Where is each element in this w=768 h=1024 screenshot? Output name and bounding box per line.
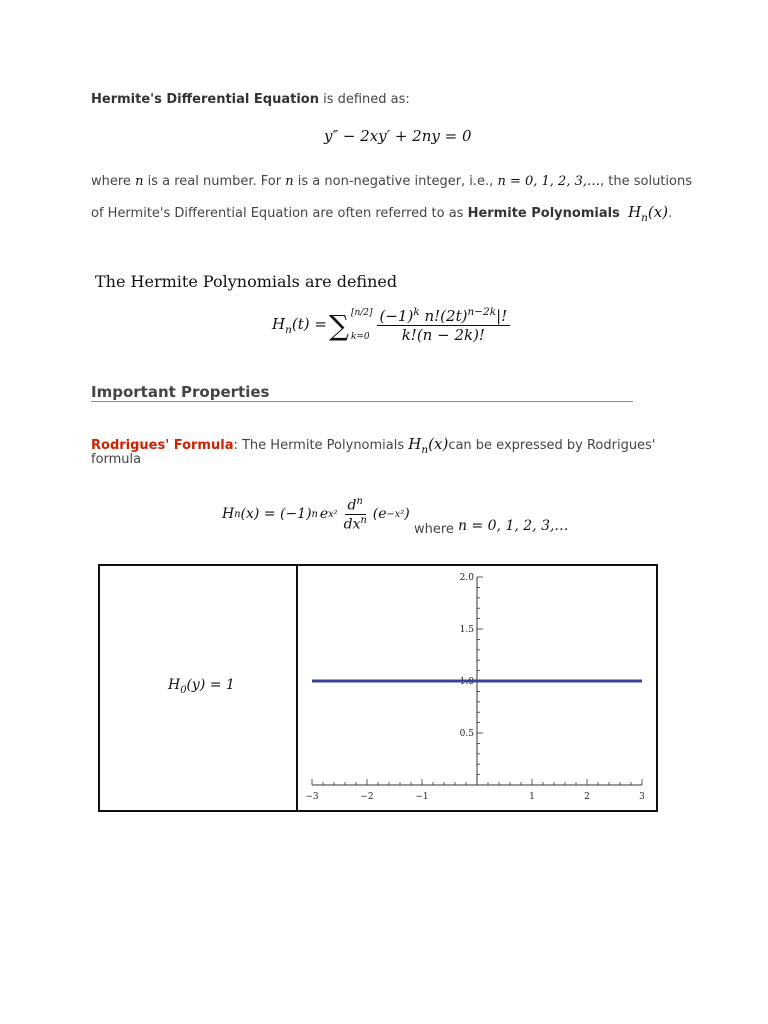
derivative-fraction bbox=[341, 496, 370, 532]
formula-lhs: $H_n(t)$ = bbox=[272, 314, 327, 336]
n-values-2: n = 0, 1, 2, 3,… bbox=[458, 518, 569, 534]
x-tick-label: −1 bbox=[415, 792, 429, 802]
formula-sup: −x² bbox=[386, 508, 405, 520]
sum-fraction bbox=[377, 306, 511, 344]
rodrigues-label: Rodrigues' Formula bbox=[91, 438, 234, 453]
intro-line bbox=[91, 92, 410, 107]
h0-label: $H_0(y) = 1$ bbox=[168, 677, 235, 696]
sum-lower: k=0 bbox=[350, 332, 370, 342]
plot-ticks bbox=[305, 573, 645, 802]
y-tick-label: 1.5 bbox=[459, 625, 474, 635]
intro-rest: is defined as: bbox=[318, 92, 410, 107]
hermite-polynomials-term: Hermite Polynomials bbox=[467, 206, 620, 221]
n-symbol: n bbox=[285, 174, 294, 189]
para1-word: where bbox=[91, 174, 131, 189]
para2-text: of Hermite's Differential Equation are often referred to as bbox=[91, 206, 464, 221]
sum-upper: [n/2] bbox=[350, 308, 373, 318]
intro-term: Hermite's Differential Equation bbox=[91, 92, 319, 107]
section-heading: Important Properties bbox=[91, 383, 270, 401]
formula-sup: n bbox=[311, 508, 318, 520]
formula-text: (x) = (−1) bbox=[240, 506, 312, 523]
formula-text: ) bbox=[404, 506, 410, 523]
y-tick-label: 1.0 bbox=[459, 677, 474, 687]
x-tick-label: 2 bbox=[584, 792, 590, 802]
para1-text: is a non-negative integer, i.e., bbox=[297, 174, 494, 189]
fraction-numerator: $(-1)^k$ $n!(2t)^{n-2k}|$! bbox=[377, 306, 511, 326]
y-tick-label: 0.5 bbox=[459, 729, 474, 739]
formula-e: e bbox=[319, 506, 329, 523]
rodrigues-text: : The Hermite Polynomials bbox=[233, 438, 405, 453]
h0-plot bbox=[298, 566, 652, 808]
formula-sub: n bbox=[234, 508, 241, 520]
where-label: where bbox=[414, 522, 454, 537]
rodrigues-text: can be expressed by Rodrigues' bbox=[448, 438, 656, 453]
hermite-sum-formula bbox=[272, 306, 510, 344]
hn-symbol: $H_n(x)$ bbox=[628, 203, 669, 224]
para2-end: . bbox=[668, 206, 673, 221]
defined-title: The Hermite Polynomials are defined bbox=[95, 272, 398, 291]
para-line-1 bbox=[91, 174, 692, 189]
para1-text: is a real number. For bbox=[147, 174, 282, 189]
x-tick-label: 1 bbox=[529, 792, 535, 802]
derivative-num: $d^n$ bbox=[345, 496, 366, 515]
section-rule bbox=[91, 401, 633, 402]
n-values: n = 0, 1, 2, 3,… bbox=[497, 174, 600, 189]
para-line-2 bbox=[91, 203, 672, 224]
x-tick-label: −2 bbox=[360, 792, 374, 802]
formula-h: H bbox=[222, 506, 235, 523]
n-symbol: n bbox=[135, 174, 144, 189]
hn-symbol: $H_n(x)$ bbox=[408, 435, 449, 456]
x-tick-label: −3 bbox=[305, 792, 319, 802]
rodrigues-line-1 bbox=[91, 435, 655, 456]
fraction-denominator: k!(n − 2k)! bbox=[401, 326, 485, 344]
formula-sup: x² bbox=[328, 508, 338, 520]
x-tick-label: 3 bbox=[639, 792, 645, 802]
derivative-den: $dx^n$ bbox=[343, 514, 367, 533]
y-tick-label: 2.0 bbox=[459, 573, 474, 583]
sum-limits bbox=[351, 308, 373, 342]
rodrigues-formula bbox=[222, 496, 410, 532]
para1-text: , the solutions bbox=[600, 174, 692, 189]
sum-symbol: ∑ bbox=[328, 308, 349, 342]
rodrigues-line-2: formula bbox=[91, 452, 142, 467]
hermite-ode: y″ − 2xy′ + 2ny = 0 bbox=[324, 127, 472, 145]
formula-text: (e bbox=[372, 506, 387, 523]
